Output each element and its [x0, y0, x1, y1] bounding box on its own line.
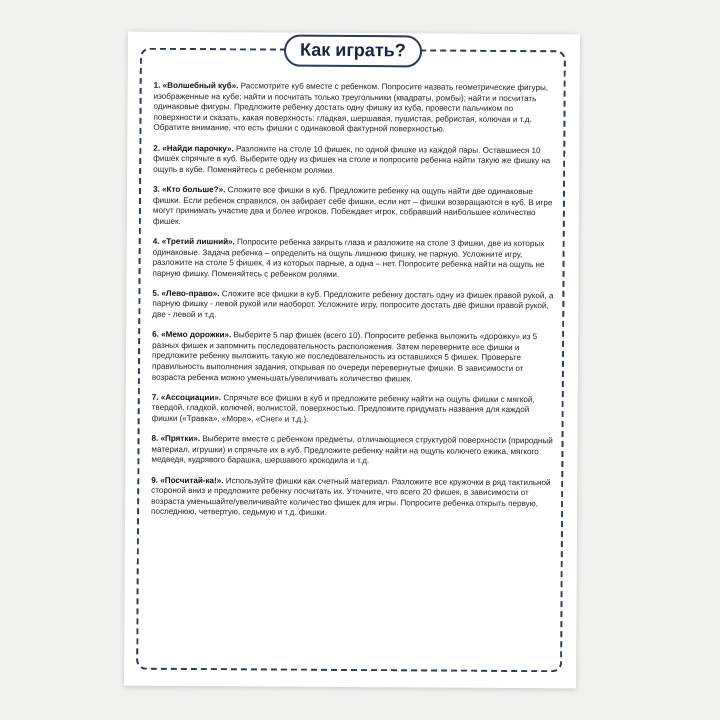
page-title: Как играть? [284, 35, 422, 68]
rule-8 [151, 434, 553, 468]
rule-name: 1. «Волшебный куб». [153, 80, 239, 91]
rule-name: 5. «Лево-право». [152, 288, 220, 299]
rule-4 [152, 237, 554, 282]
dashed-frame [136, 39, 566, 673]
rule-name: 8. «Прятки». [151, 433, 201, 444]
rule-text: Рассмотрите куб вместе с ребенком. Попросите назвать геометрические фигуры, изображенные на кубе; найти и посчитать только треугольники (квадраты, ромбы); найти и посчитать одинаковые фигуры. Предложите ребенку достать одну фишку из куба, провести пальчиком по поверхности и сказать, какая поверхность: гладкая, шершавая, пушистая, ребристая, колючая и т.д. Обратите внимание, что есть фишки с одинаковой фактурной поверхностью. [153, 81, 549, 134]
rule-text: Выберите 5 пар фишек (всего 10). Попросите ребенка выложить «дорожку» из 5 разных фишек и запомнить последовательность расположения. Затем переверните все фишки и предложите ребенку выложить такую же последовательность из оставшихся 5 фишек. Проверьте правильность выполнения задания, открывая по очереди перевернутые фишки. В зависимости от возраста ребенка можно уменьшать/увеличивать количество фишек. [151, 330, 538, 383]
rule-name: 3. «Кто больше?». [153, 184, 226, 195]
rule-1 [153, 81, 555, 136]
rules-list [151, 81, 556, 530]
instruction-sheet [124, 32, 580, 689]
rule-name: 6. «Мемо дорожки». [152, 330, 232, 340]
rule-text: Сложите все фишки в куб. Предложите ребенку достать одну из фишек правой рукой, а парную фишку - левой рукой или наоборот. Усложните игру, попросите достать две фишки правой рукой, две - левой и т.д. [152, 289, 554, 320]
rule-text: Спрячьте все фишки в куб и предложите ребенку найти на ощупь фишки с мягкой, твердой, гладкой, колючей, волнистой, поверхностью. Предложите придумать названия для каждой фишки («Травка», «Море», «Снег» и т.д.). [151, 393, 535, 424]
rule-text: Попросите ребенка закрыть глаза и разложите на столе 3 фишки, две из которых одинаковые. Задача ребенка – определить на ощупь лишнюю фишку, не парную. Усложните игру, разложите на столе 5 фишек, 4 из которых парные, а одна – нет. Попросите ребенка найти на ощупь не парную фишку. Поменяйтесь с ребенком ролями. [152, 237, 545, 279]
rule-9 [151, 475, 553, 520]
rule-name: 7. «Ассоциации». [151, 392, 222, 403]
rule-2 [153, 143, 555, 177]
rule-text: Выберите вместе с ребенком предметы, отличающиеся структурой поверхности (природный материал, игрушки) и спрячьте их в куб. Предложите ребенку найти на ощупь колючего ежика, мягкого медведя, кудрявого барашка, шершавого крокодила и т.д. [151, 434, 553, 466]
rule-name: 2. «Найди парочку». [153, 143, 234, 153]
rule-name: 4. «Третий лишний». [152, 236, 235, 247]
rule-5 [152, 289, 554, 323]
rule-7 [152, 393, 554, 427]
rule-text: Разложите на столе 10 фишек, по одной фишке из каждой пары. Оставшиеся 10 фишек спрячьте в куб. Выберите одну из фишек на столе и попросите ребенка найти такую же фишку на ощупь в кубе. Поменяйтесь с ребенком ролями. [153, 143, 551, 175]
rule-text: Используйте фишки как счетный материал. Разложите все кружочки в ряд тактильной стороной вниз и предложите ребенку посчитать их. Уточните, что всего 20 фишек, в зависимости от возраста уменьшайте/увеличивайте количество фишек для игры. Попросите ребенка открыть первую, последнюю, четвертую, седьмую и т.д. фишки. [151, 475, 551, 518]
rule-3 [153, 185, 555, 230]
rule-name: 9. «Посчитай-ка!». [151, 475, 224, 485]
rule-text: Сложите все фишки в куб. Предложите ребенку на ощупь найти две одинаковые фишки. Если ребенок справился, он забирает себе фишки, если нет – фишки возвращаются в куб. В игре могут принимать участие два и более игроков. Побеждает игрок, собравший наибольшее количество фишек. [152, 185, 553, 226]
rule-6 [152, 330, 554, 385]
